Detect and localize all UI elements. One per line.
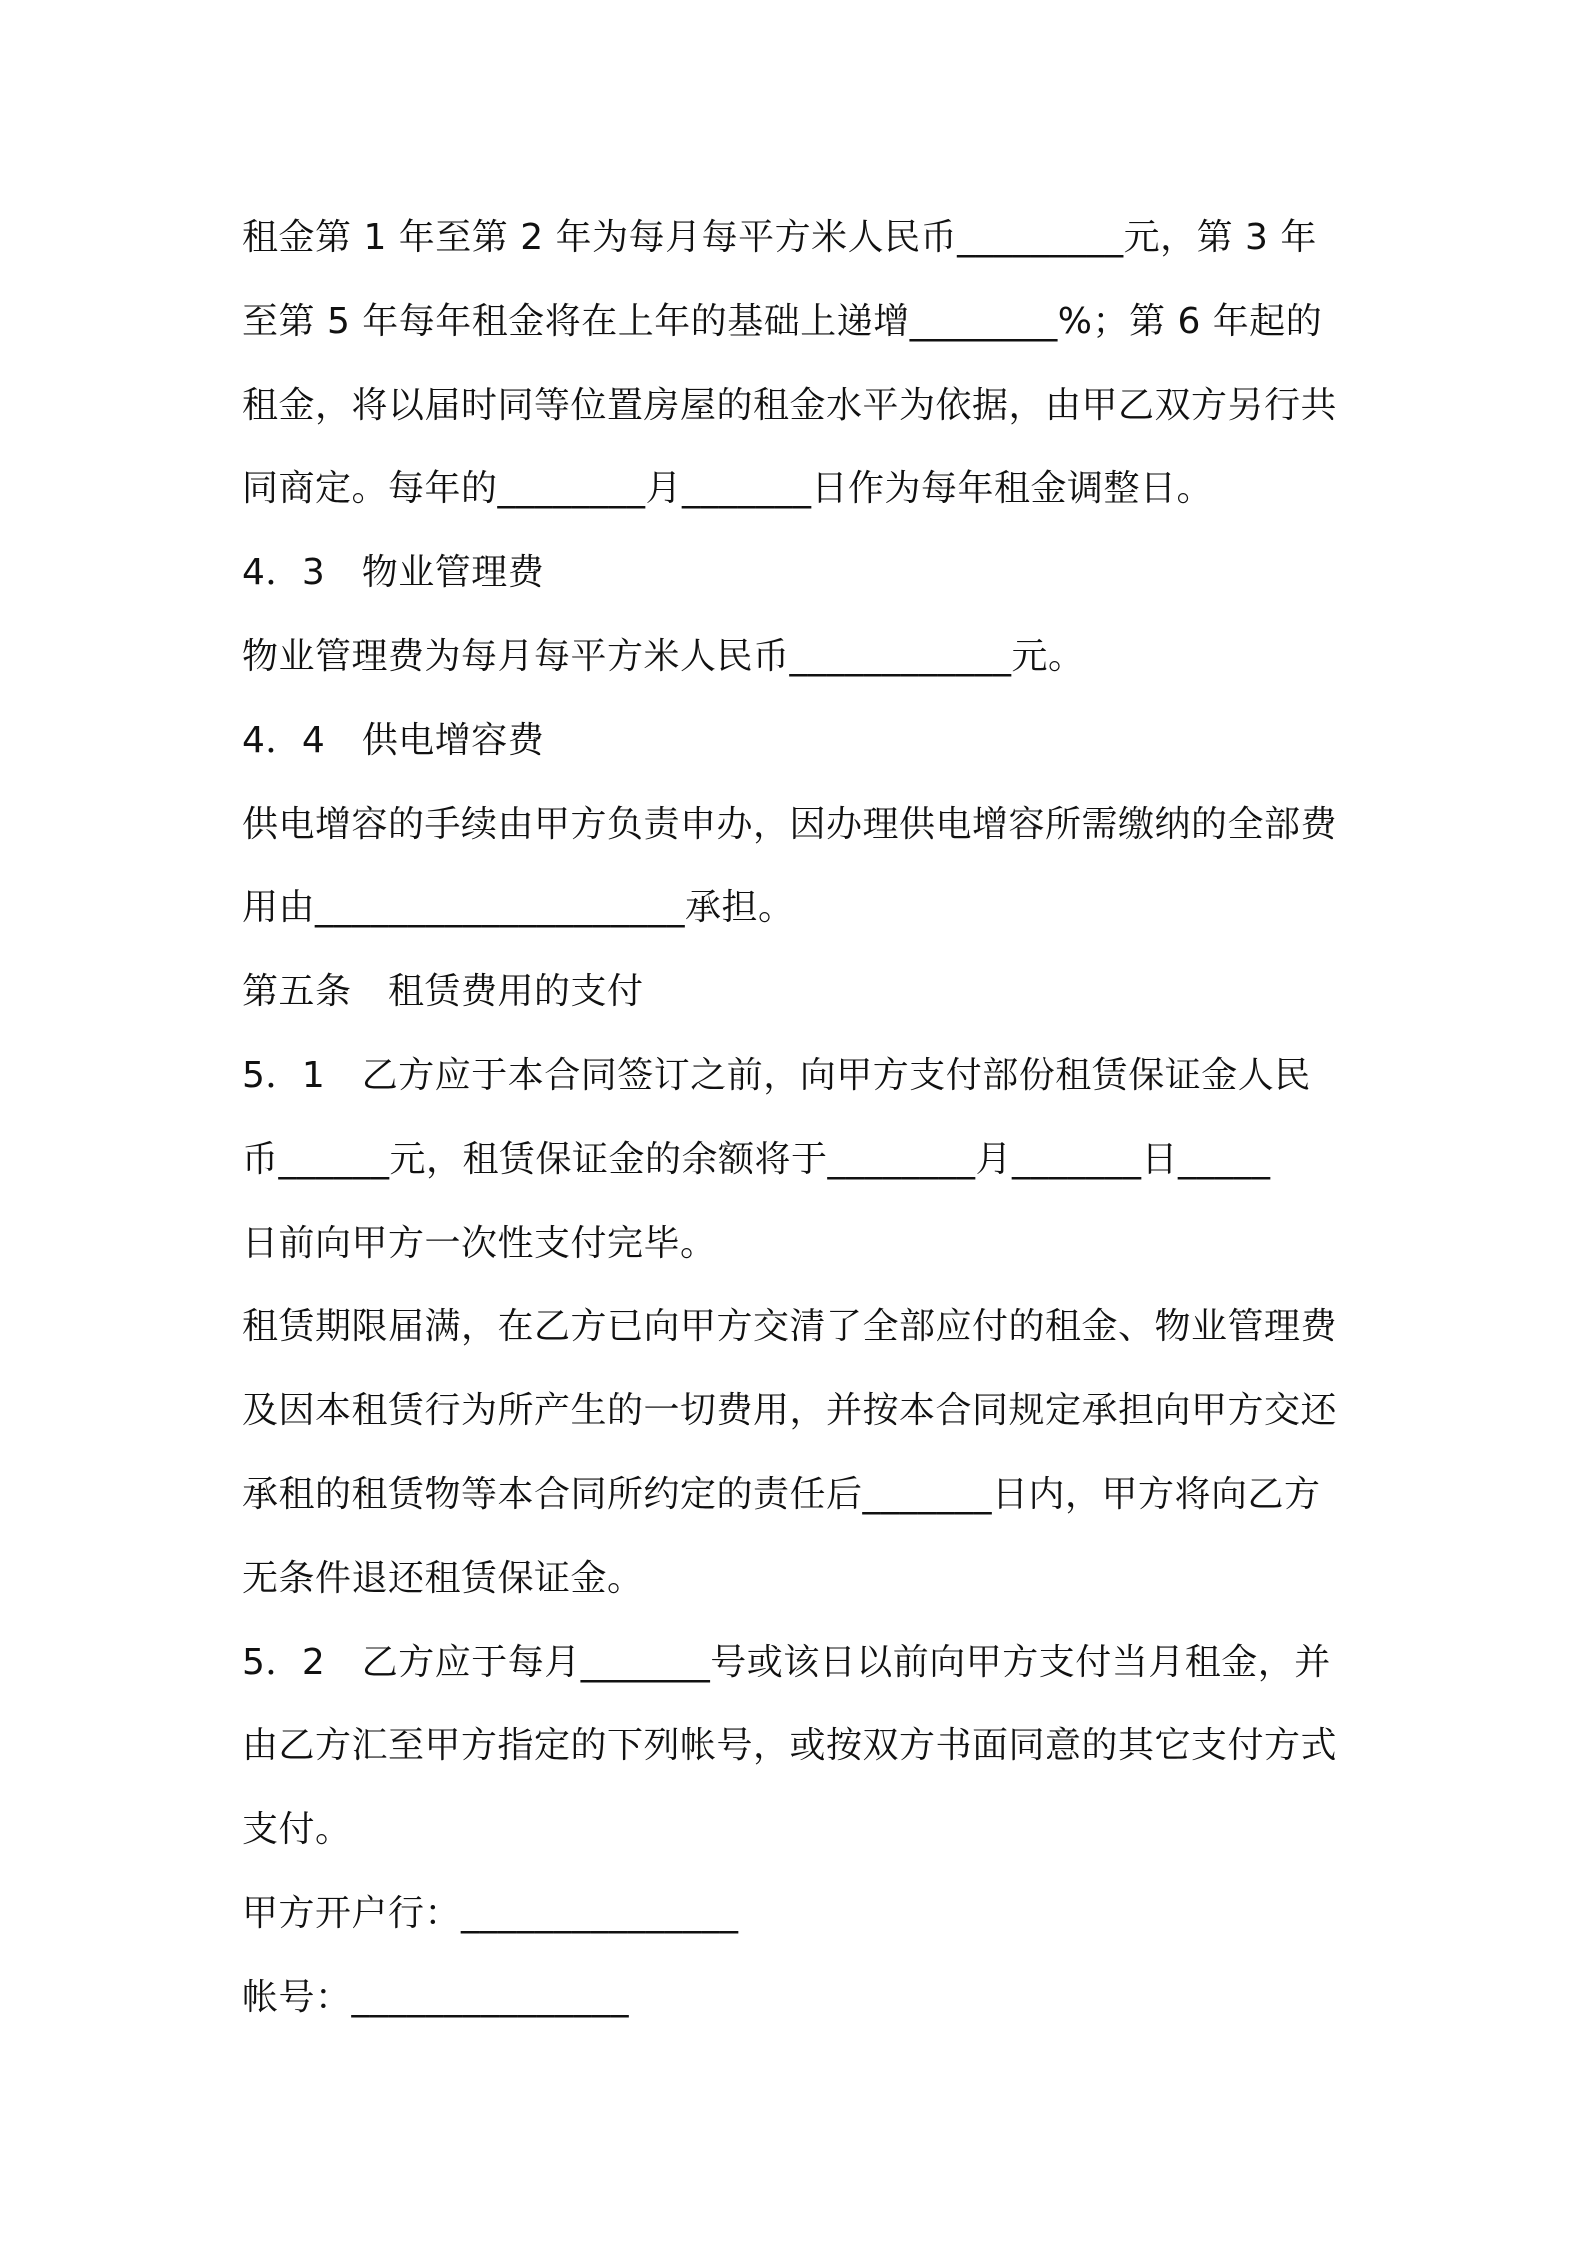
text-line-8: 供电增容的手续由甲方负责申办，因办理供电增容所需缴纳的全部费 <box>242 803 1338 845</box>
clause-5-2-line-3: 支付。 <box>242 1809 352 1851</box>
text-line-6: 物业管理费为每月每平方米人民币____________元。 <box>242 635 1085 677</box>
text-line-15: 及因本租赁行为所产生的一切费用，并按本合同规定承担向甲方交还 <box>242 1390 1338 1432</box>
text-line-17: 无条件退还租赁保证金。 <box>242 1557 644 1599</box>
clause-5-2-line-2: 由乙方汇至甲方指定的下列帐号，或按双方书面同意的其它支付方式 <box>242 1725 1338 1767</box>
text-line-16: 承租的租赁物等本合同所约定的责任后_______日内，甲方将向乙方 <box>242 1473 1321 1515</box>
text-line-9: 用由____________________承担。 <box>242 887 795 929</box>
clause-5-2-line-1: 5．2 乙方应于每月_______号或该日以前向甲方支付当月租金，并 <box>242 1641 1331 1683</box>
text-line-4: 同商定。每年的________月_______日作为每年租金调整日。 <box>242 468 1214 510</box>
document-page <box>242 196 1362 2040</box>
account-field: 帐号：_______________ <box>242 1976 630 2018</box>
clause-5-1-line-2: 币______元，租赁保证金的余额将于________月_______日_____ <box>242 1138 1271 1180</box>
text-line-2: 至第 5 年每年租金将在上年的基础上递增________%；第 6 年起的 <box>242 300 1323 342</box>
text-line-3: 租金，将以届时同等位置房屋的租金水平为依据，由甲乙双方另行共 <box>242 384 1338 426</box>
text-line-1: 租金第 1 年至第 2 年为每月每平方米人民币_________元，第 3 年 <box>242 217 1317 258</box>
text-line-14: 租赁期限届满，在乙方已向甲方交清了全部应付的租金、物业管理费 <box>242 1306 1338 1348</box>
section-heading-4-3: 4．3 物业管理费 <box>242 552 545 594</box>
section-heading-4-4: 4．4 供电增容费 <box>242 719 545 761</box>
clause-5-1-line-3: 日前向甲方一次性支付完毕。 <box>242 1222 717 1264</box>
clause-5-1-line-1: 5．1 乙方应于本合同签订之前，向甲方支付部份租赁保证金人民 <box>242 1054 1311 1096</box>
bank-field: 甲方开户行：_______________ <box>242 1892 739 1934</box>
article-heading-5: 第五条 租赁费用的支付 <box>242 971 644 1013</box>
